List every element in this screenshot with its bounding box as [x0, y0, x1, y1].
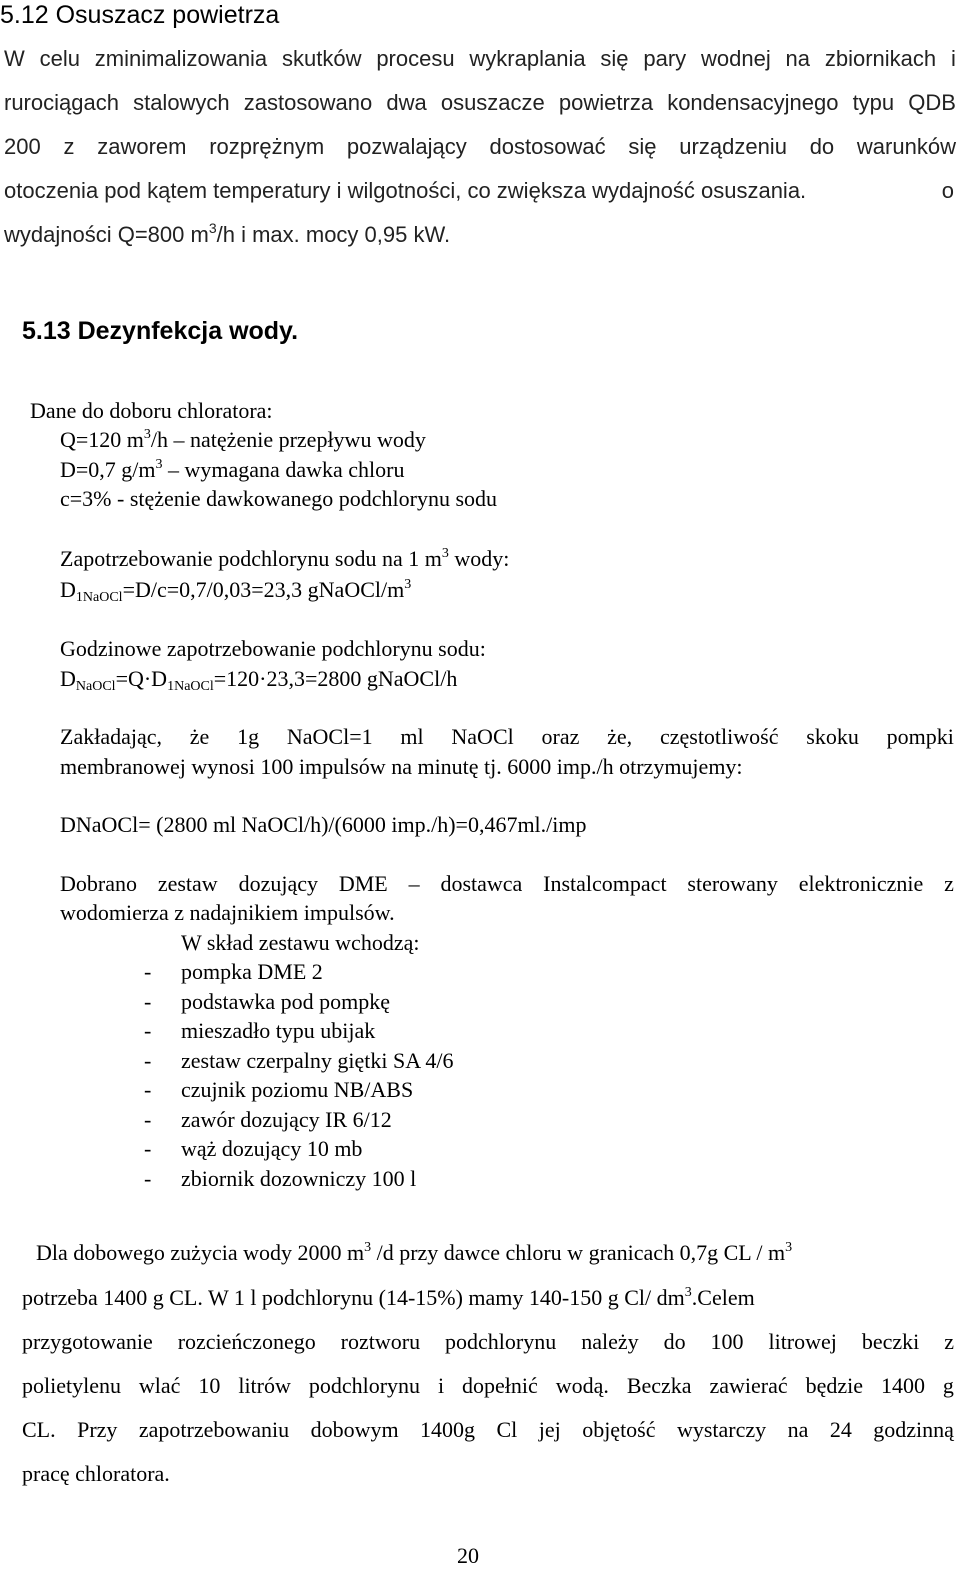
paragraph-line: wydajności Q=800 $m^3/h$ i max. mocy 0,95 kW.	[4, 220, 451, 247]
final-paragraph-line-6: pracę chloratora.	[22, 1461, 170, 1486]
list-item: - czujnik poziomu NB/ABS	[144, 1077, 414, 1102]
page-number: 20	[457, 1543, 479, 1568]
final-paragraph-line-5: CL. Przy zapotrzebowaniu dobowym 1400g Cl jej objętość wystarczy na 24 godzinną	[22, 1417, 954, 1442]
final-paragraph-line-2: potrzeba 1400 g CL. W 1 l podchlorynu (14-15%) mamy 140-150 g Cl/ $dm^3.Celem$	[22, 1285, 755, 1310]
list-item: - zbiornik dozowniczy 100 l	[144, 1166, 417, 1191]
chlorine-dose-line: D=0,7 $g/m^3$ – wymagana dawka chloru	[60, 457, 405, 482]
final-paragraph-line-1: Dla dobowego zużycia wody 2000 $m^3$ /d przy dawce chloru w granicach 0,7g CL / $m^3$	[36, 1240, 793, 1265]
demand-title: Zapotrzebowanie podchlorynu sodu na 1 $m^3$ wody:	[60, 546, 510, 571]
paragraph-line: otoczenia pod kątem temperatury i wilgotności, co zwiększa wydajność osuszania. o	[4, 178, 954, 203]
assumption-line-1: Zakładając, że 1g NaOCl=1 ml NaOCl oraz że, częstotliwość skoku pompki	[60, 724, 954, 749]
demand-formula: $D_{1NaOCl}=D/c=0,7/0,03=23,3$ gNaOCl/$m^3$	[60, 577, 412, 605]
list-item: - wąż dozujący 10 mb	[144, 1136, 363, 1161]
dose-per-impulse: DNaOCl= (2800 ml NaOCl/h)/(6000 imp./h)=0,467ml./imp	[60, 812, 587, 837]
list-item: - zestaw czerpalny giętki SA 4/6	[144, 1048, 454, 1073]
hourly-demand-title: Godzinowe zapotrzebowanie podchlorynu sodu:	[60, 636, 486, 661]
selected-kit-line-1: Dobrano zestaw dozujący DME – dostawca Instalcompact sterowany elektronicznie z	[60, 871, 954, 896]
list-item: - mieszadło typu ubijak	[144, 1018, 376, 1043]
paragraph-line: rurociągach stalowych zastosowano dwa osuszacze powietrza kondensacyjnego typu QDB	[4, 90, 956, 115]
dane-title: Dane do doboru chloratora:	[30, 398, 273, 423]
kit-contents-title: W skład zestawu wchodzą:	[181, 930, 420, 955]
section-5-13-heading: 5.13 Dezynfekcja wody.	[22, 317, 299, 345]
assumption-line-2: membranowej wynosi 100 impulsów na minutę tj. 6000 imp./h otrzymujemy:	[60, 754, 743, 779]
list-item: - zawór dozujący IR 6/12	[144, 1107, 392, 1132]
hourly-demand-formula: $D_{NaOCl}=Q\cdot D_{1NaOCl}=120\cdot 23,3=2800$ gNaOCl/h	[60, 666, 458, 694]
final-paragraph-line-4: polietylenu wlać 10 litrów podchlorynu i dopełnić wodą. Beczka zawierać będzie 1400 g	[22, 1373, 954, 1398]
list-item: - pompka DME 2	[144, 959, 323, 984]
concentration-line: c=3% - stężenie dawkowanego podchlorynu sodu	[60, 486, 498, 511]
selected-kit-line-2: wodomierza z nadajnikiem impulsów.	[60, 900, 395, 925]
paragraph-line: 200 z zaworem rozprężnym pozwalający dostosować się urządzeniu do warunków	[4, 134, 956, 159]
flow-rate-line: Q=120 $m^3/h$ – natężenie przepływu wody	[60, 427, 426, 452]
paragraph-line: W celu zminimalizowania skutków procesu wykraplania się pary wodnej na zbiornikach i	[4, 46, 956, 71]
list-item: - podstawka pod pompkę	[144, 989, 390, 1014]
final-paragraph-line-3: przygotowanie rozcieńczonego roztworu podchlorynu należy do 100 litrowej beczki z	[22, 1329, 954, 1354]
section-5-12-heading: 5.12 Osuszacz powietrza	[0, 1, 280, 29]
